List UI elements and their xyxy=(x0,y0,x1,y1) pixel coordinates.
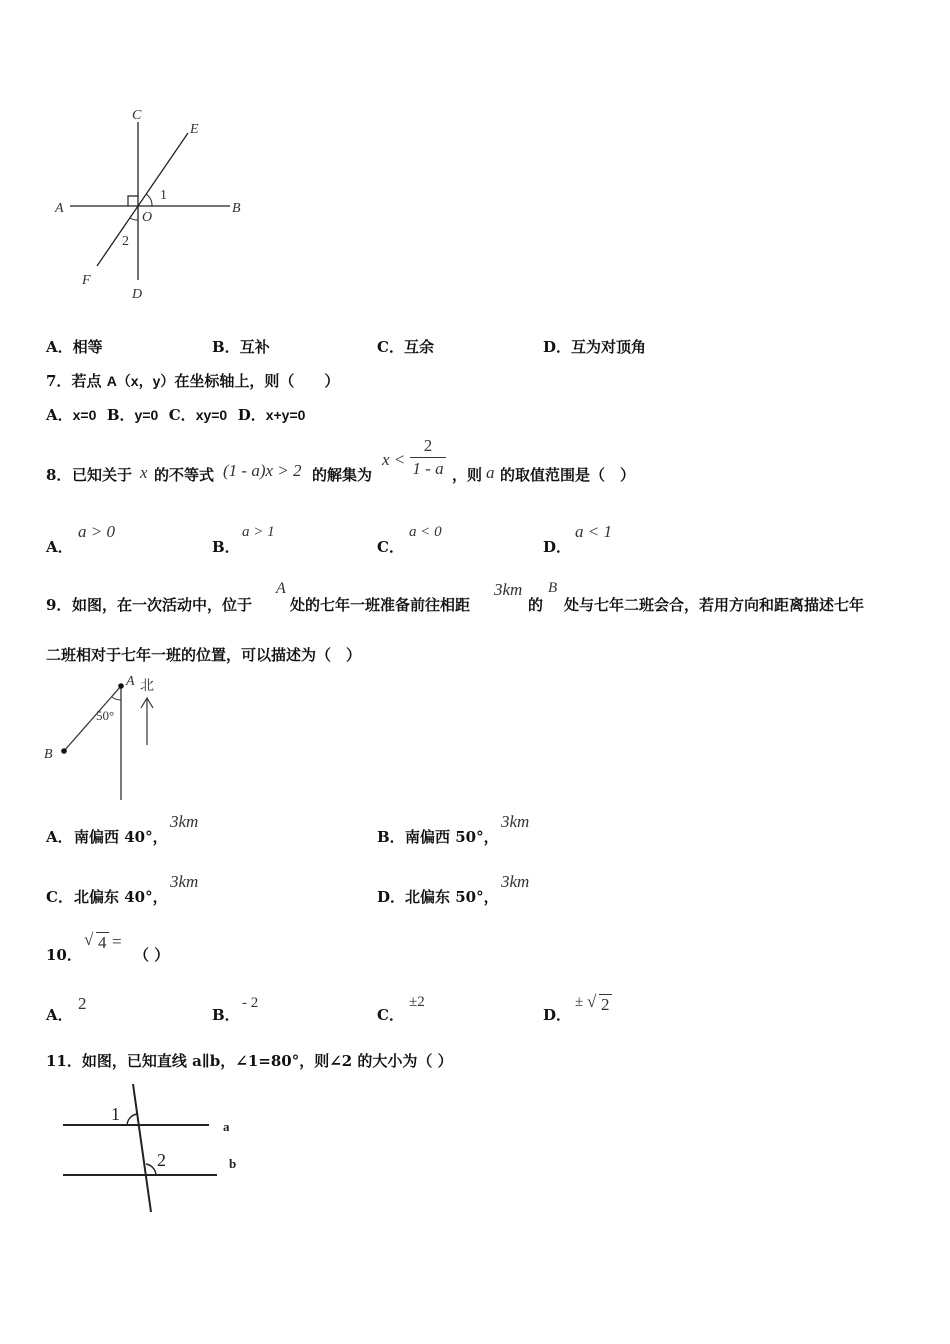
right-angle-mark xyxy=(128,196,138,206)
q6-option-a[interactable]: A．相等 xyxy=(46,338,103,356)
q9-option-b[interactable]: B． 南偏西 50°， 3km xyxy=(377,812,530,846)
line-ef xyxy=(97,133,188,266)
angle-arc xyxy=(112,697,121,700)
point-a xyxy=(118,683,124,689)
angle-1-arc xyxy=(146,194,152,206)
angle-1-arc xyxy=(127,1114,137,1125)
label-d: D xyxy=(132,287,143,302)
figure-q9-direction xyxy=(40,670,180,805)
q7-option-b[interactable]: B．y=0 xyxy=(106,406,159,424)
q8-option-b[interactable]: B． a > 1 xyxy=(212,524,275,556)
figure-q6-intersecting-lines xyxy=(40,100,260,310)
label-a: A xyxy=(126,674,135,689)
q8-solution-fraction: 2 1 - a xyxy=(408,436,448,479)
label-angle-1: 1 xyxy=(111,1104,120,1124)
q6-option-c[interactable]: C．互余 xyxy=(377,338,434,356)
label-a: A xyxy=(55,201,64,216)
q7-option-a[interactable]: A．x=0 xyxy=(46,406,97,424)
q6-option-b[interactable]: B．互补 xyxy=(212,338,270,356)
transversal xyxy=(133,1084,151,1212)
q11-stem: 11．如图，已知直线 a∥b，∠1=80°，则∠2 的大小为（ ） xyxy=(46,1052,453,1070)
q9-option-c[interactable]: C． 北偏东 40°， 3km xyxy=(46,872,199,906)
label-a: a xyxy=(223,1119,230,1134)
label-c: C xyxy=(132,108,142,123)
label-north: 北 xyxy=(140,679,154,694)
q10-option-b[interactable]: B． - 2 xyxy=(212,995,259,1024)
label-b: B xyxy=(44,747,53,762)
q10-option-a[interactable]: A． 2 xyxy=(46,994,87,1024)
label-f: F xyxy=(82,273,91,288)
label-b: B xyxy=(232,201,241,216)
q7-option-d[interactable]: D．x+y=0 xyxy=(237,406,306,424)
q9-stem-line1: 9． 如图，在一次活动中，位于 A 处的七年一班准备前往相距 3km 的 B 处与七年二班会合，若用方向和距离描述七年 xyxy=(46,580,865,614)
q8-option-c[interactable]: C． a < 0 xyxy=(377,524,442,556)
label-o: O xyxy=(142,210,153,225)
q8-option-d[interactable]: D． a < 1 xyxy=(543,522,612,556)
label-e: E xyxy=(190,122,199,137)
q9-option-d[interactable]: D． 北偏东 50°， 3km xyxy=(377,872,530,906)
q10-option-d[interactable]: D． ± √ 2 xyxy=(543,992,610,1024)
point-b xyxy=(61,748,67,754)
label-b: b xyxy=(229,1156,237,1171)
q9-stem-line2: 二班相对于七年一班的位置，可以描述为（ ） xyxy=(46,646,362,664)
q7-stem: 7．若点 A（x，y）在坐标轴上，则（ ） xyxy=(46,372,340,390)
label-angle-2: 2 xyxy=(157,1150,166,1170)
figure-q11-parallel-lines xyxy=(55,1078,255,1218)
q10-option-c[interactable]: C． ±2 xyxy=(377,994,425,1024)
label-angle-50: 50° xyxy=(96,708,115,723)
q9-option-a[interactable]: A． 南偏西 40°， 3km xyxy=(46,812,199,846)
q8-stem: 8． 已知关于 x 的不等式 (1 - a)x > 2 的解集为 x < 2 1 - a ，则 a 的取值范围是（ ） xyxy=(46,436,636,484)
q10-stem: 10． √ 4 = （ ） xyxy=(46,930,170,964)
q6-option-d[interactable]: D．互为对顶角 xyxy=(543,338,647,356)
angle-2-arc xyxy=(130,218,138,220)
q8-option-a[interactable]: A． a > 0 xyxy=(46,522,115,556)
q7-options xyxy=(46,404,305,425)
angle-2-arc xyxy=(146,1164,156,1175)
label-angle-2: 2 xyxy=(122,234,129,249)
label-angle-1: 1 xyxy=(160,188,167,203)
q7-option-c[interactable]: C．xy=0 xyxy=(168,406,228,424)
